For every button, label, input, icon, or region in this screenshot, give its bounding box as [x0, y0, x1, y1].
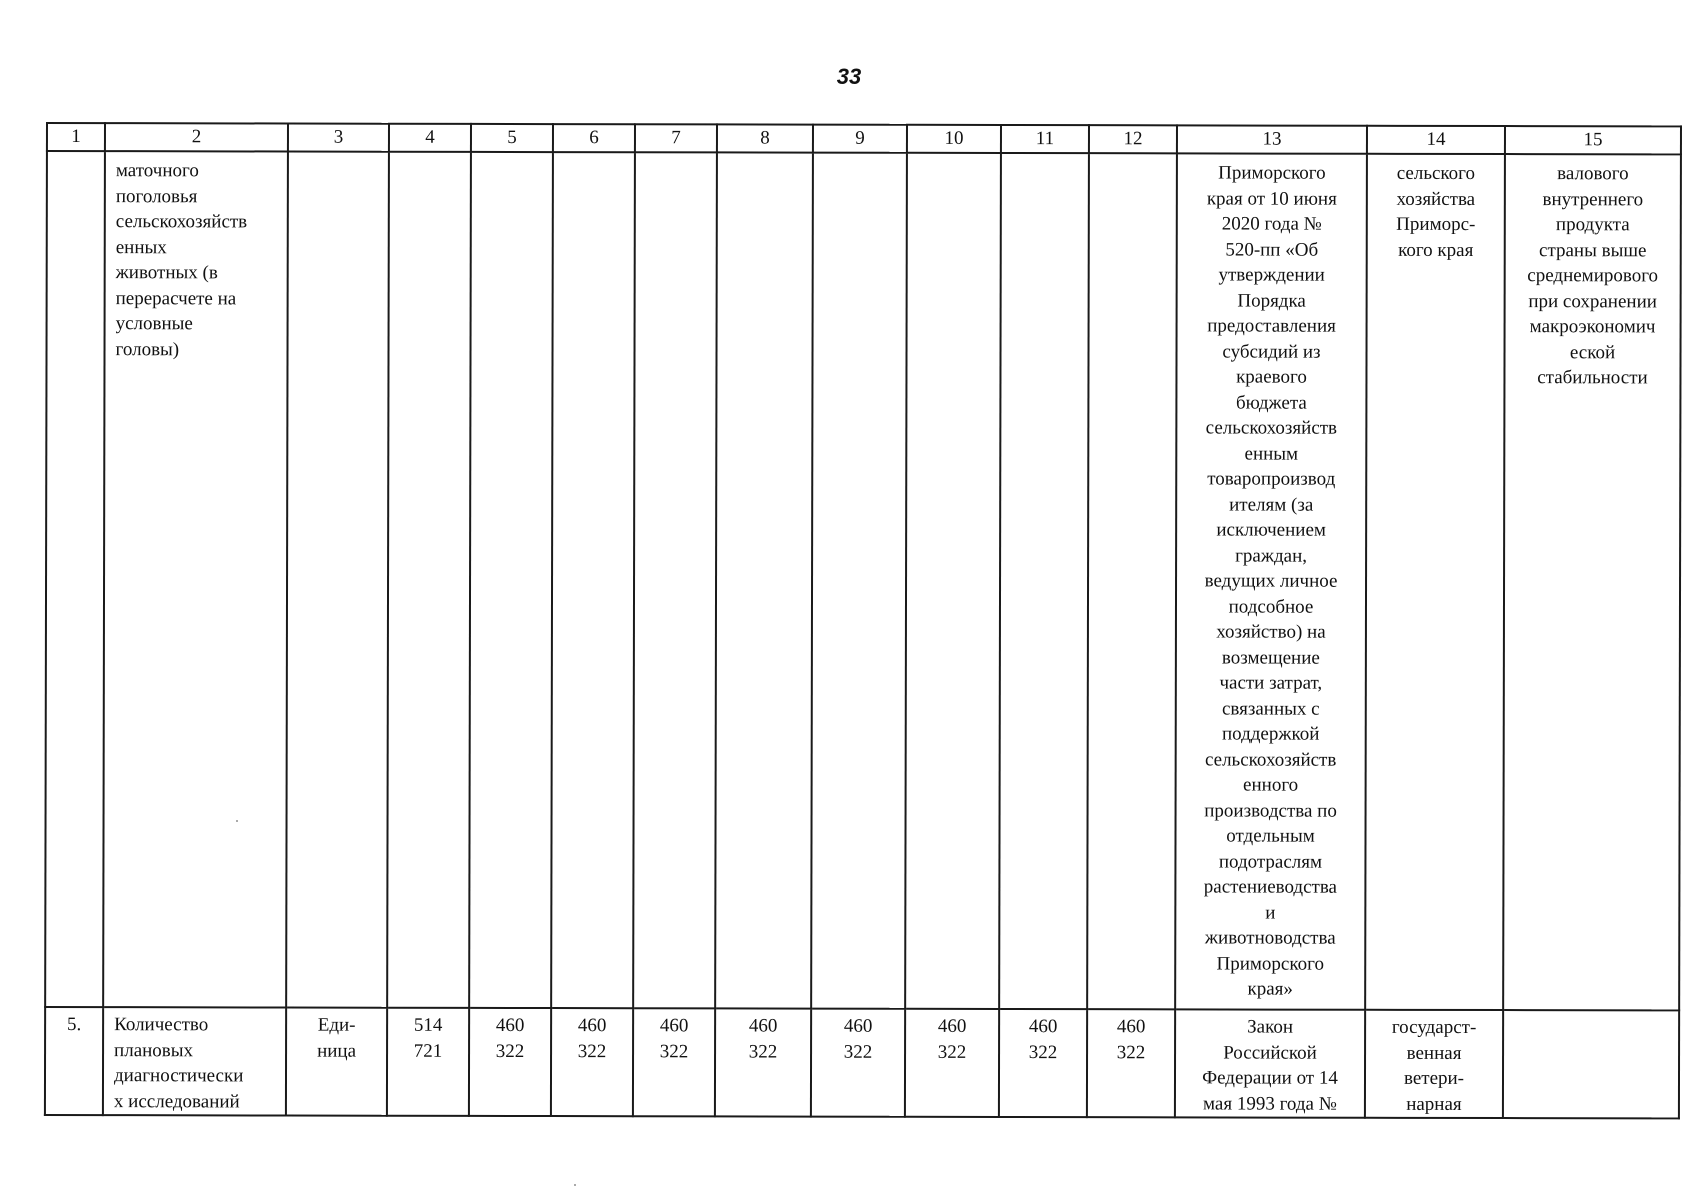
header-cell: 14 [1367, 126, 1505, 154]
cell-value: 460 322 [633, 1008, 715, 1116]
header-cell: 3 [288, 124, 389, 152]
cell-indicator-name: маточного поголовья сельскохозяйств енных животных (в перерасчете на условные головы) [103, 151, 288, 1007]
cell-value [1087, 153, 1177, 1009]
header-cell: 5 [471, 124, 553, 152]
cell-value [811, 153, 907, 1009]
cell-value: 460 322 [551, 1008, 633, 1116]
header-cell: 15 [1505, 126, 1681, 154]
cell-value: 460 322 [469, 1008, 551, 1116]
cell-goal-link [1503, 1010, 1679, 1118]
header-cell: 4 [389, 124, 471, 152]
header-cell: 13 [1177, 125, 1367, 153]
cell-value [999, 153, 1089, 1009]
cell-responsible: сельского хозяйства Приморс- кого края [1365, 154, 1505, 1010]
cell-value: 460 322 [1087, 1009, 1175, 1117]
cell-legal-basis: Закон Российской Федерации от 14 мая 1993 года № [1175, 1009, 1365, 1117]
header-cell: 9 [813, 125, 907, 153]
header-cell: 1 [47, 123, 105, 151]
cell-legal-basis: Приморского края от 10 июня 2020 года № 520-пп «Об утверждении Порядка предоставления субсидий из краевого бюджета сельскохозяйств енным товаропроизвод ителям (за исключением граждан, ведущих личное подсобное хозяйство) на возмещение части затрат, связанных с поддержкой сельскохозяйств енного производства по отдельным подотраслям растениеводства и животноводства Приморского края» [1175, 153, 1367, 1009]
page-number: 33 [836, 64, 862, 89]
table-row-continued [45, 151, 1681, 1010]
header-cell: 12 [1089, 125, 1177, 153]
header-cell: 2 [105, 123, 288, 151]
cell-unit: Еди- ница [286, 1008, 387, 1116]
cell-unit [286, 152, 389, 1008]
cell-value [633, 152, 717, 1008]
cell-value: 460 322 [999, 1009, 1087, 1117]
cell-value [387, 152, 471, 1008]
scan-speck [574, 1184, 576, 1186]
cell-value: 460 322 [905, 1009, 999, 1117]
cell-goal-link: валового внутреннего продукта страны выше среднемирового при сохранении макроэкономич еской стабильности [1503, 154, 1681, 1010]
cell-value [551, 152, 635, 1008]
cell-value [905, 153, 1001, 1009]
cell-value: 460 322 [715, 1008, 811, 1116]
cell-responsible: государст- венная ветери- нарная [1365, 1010, 1503, 1118]
header-cell: 10 [907, 125, 1001, 153]
header-row [47, 123, 1681, 154]
cell-number [45, 151, 105, 1007]
header-cell: 8 [717, 124, 813, 152]
table-row-5 [45, 1007, 1679, 1118]
cell-value [715, 152, 813, 1008]
cell-value: 514 721 [387, 1008, 469, 1116]
header-cell: 6 [553, 124, 635, 152]
header-cell: 11 [1001, 125, 1089, 153]
header-cell: 7 [635, 124, 717, 152]
indicators-table [44, 122, 1682, 1119]
scan-speck [236, 820, 238, 822]
cell-indicator-name: Количество плановых диагностически х исследований [103, 1007, 286, 1115]
cell-number: 5. [45, 1007, 103, 1115]
cell-value [469, 152, 553, 1008]
cell-value: 460 322 [811, 1009, 905, 1117]
